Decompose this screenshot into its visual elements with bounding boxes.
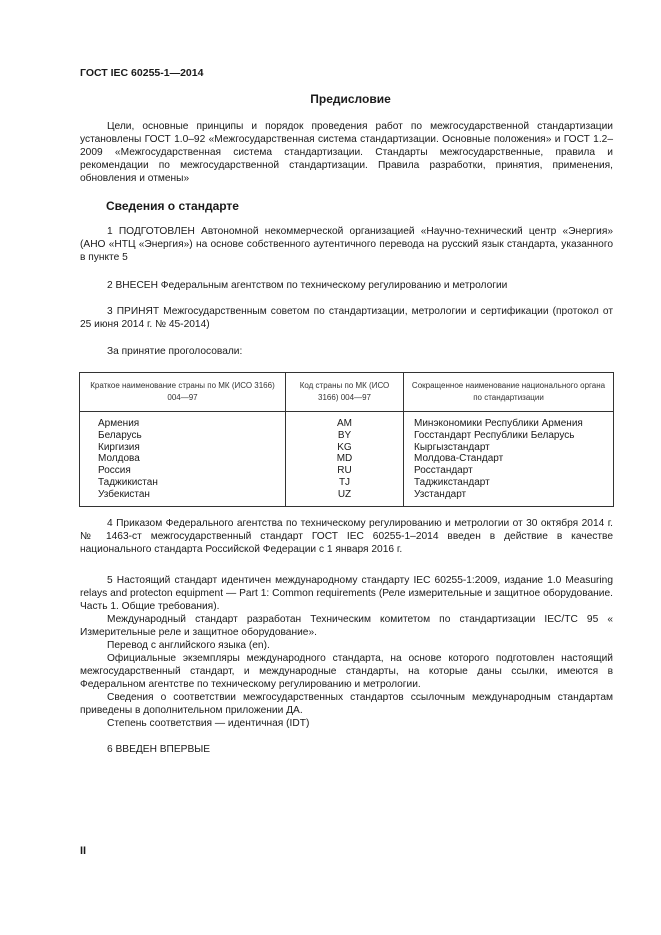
code-cell: KG xyxy=(286,442,404,454)
country-cell: Армения xyxy=(80,412,286,430)
code-cell: TJ xyxy=(286,477,404,489)
item-2-paragraph: 2 ВНЕСЕН Федеральным агентством по техническому регулированию и метрологии xyxy=(107,280,508,291)
body-cell: Узстандарт xyxy=(404,489,614,506)
table-row xyxy=(80,489,614,506)
item-5-correspondence-paragraph: Сведения о соответствии межгосударственных стандартов ссылочным международным стандартам приведены в дополнительном приложении ДА. xyxy=(80,692,613,716)
table-header-code: Код страны по МК (ИСО 3166) 004—97 xyxy=(286,373,404,412)
country-cell: Киргизия xyxy=(80,442,286,454)
item-5-language-line: Перевод с английского языка (en). xyxy=(107,640,270,651)
item-1-paragraph: 1 ПОДГОТОВЛЕН Автономной некоммерческой организацией «Научно-технический центр «Энергия» (АНО «НТЦ «Энергия») на основе собственного аутентичного перевода на русский язык стандарта, указанного в пункте 5 xyxy=(80,226,613,263)
table-row xyxy=(80,453,614,465)
country-cell: Таджикистан xyxy=(80,477,286,489)
item-5-developer-paragraph: Международный стандарт разработан Техническим комитетом по стандартизации IEC/TC 95 « Измерительные реле и защитное оборудование». xyxy=(80,614,613,638)
body-cell: Госстандарт Республики Беларусь xyxy=(404,430,614,442)
body-cell: Кыргызстандарт xyxy=(404,442,614,454)
code-cell: UZ xyxy=(286,489,404,506)
item-5-degree-line: Степень соответствия — идентичная (IDT) xyxy=(107,718,310,729)
country-cell: Россия xyxy=(80,465,286,477)
document-code-header: ГОСТ IEC 60255-1—2014 xyxy=(80,67,204,79)
page-title: Предисловие xyxy=(310,92,391,106)
table-header-country: Краткое наименование страны по МК (ИСО 3166) 004—97 xyxy=(80,373,286,412)
page-number: II xyxy=(80,845,87,857)
table-row xyxy=(80,477,614,489)
table-row xyxy=(80,442,614,454)
item-5-official-copies-paragraph: Официальные экземпляры международного стандарта, на основе которого подготовлен настоящий межгосударственный стандарт, и международные стандарты, на которые даны ссылки, имеются в Федеральном агентстве по техническому регулированию и метрологии. xyxy=(80,653,613,690)
member-states-table xyxy=(79,372,614,507)
table-row xyxy=(80,412,614,430)
item-3-paragraph: 3 ПРИНЯТ Межгосударственным советом по стандартизации, метрологии и сертификации (протокол от 25 июня 2014 г. № 45-2014) xyxy=(80,306,613,330)
body-cell: Таджикстандарт xyxy=(404,477,614,489)
body-cell: Минэкономики Республики Армения xyxy=(404,412,614,430)
code-cell: AM xyxy=(286,412,404,430)
country-cell: Узбекистан xyxy=(80,489,286,506)
section-title: Сведения о стандарте xyxy=(106,199,239,213)
body-cell: Молдова-Стандарт xyxy=(404,453,614,465)
code-cell: BY xyxy=(286,430,404,442)
code-cell: RU xyxy=(286,465,404,477)
body-cell: Росстандарт xyxy=(404,465,614,477)
table-row xyxy=(80,465,614,477)
intro-paragraph: Цели, основные принципы и порядок проведения работ по межгосударственной стандартизации установлены ГОСТ 1.0–92 «Межгосударственная система стандартизации. Основные положения» и ГОСТ 1.2–2009 «Межгосударственная система стандартизации. Стандарты межгосударственные, правила и рекомендации по межгосударственной стандартизации. Правила разработки, принятия, применения, обновления и отмены» xyxy=(80,121,613,184)
vote-label: За принятие проголосовали: xyxy=(107,346,243,357)
table-header-row xyxy=(80,373,614,412)
country-cell: Беларусь xyxy=(80,430,286,442)
item-4-paragraph: 4 Приказом Федерального агентства по техническому регулированию и метрологии от 30 октября 2014 г. № 1463-ст межгосударственный стандарт ГОСТ IEC 60255-1–2014 введен в действие в качестве национального стандарта Российской Федерации с 1 января 2016 г. xyxy=(80,518,613,555)
item-6-paragraph: 6 ВВЕДЕН ВПЕРВЫЕ xyxy=(107,744,211,755)
country-cell: Молдова xyxy=(80,453,286,465)
item-5-paragraph: 5 Настоящий стандарт идентичен международному стандарту IEC 60255-1:2009, издание 1.0 Measuring relays and protecton equipment — Part 1: Common requirements (Реле измерительные и защитное оборудование. Часть 1. Общие требования). xyxy=(80,575,613,612)
code-cell: MD xyxy=(286,453,404,465)
table-header-body: Сокращенное наименование национального органа по стандартизации xyxy=(404,373,614,412)
table-row xyxy=(80,430,614,442)
